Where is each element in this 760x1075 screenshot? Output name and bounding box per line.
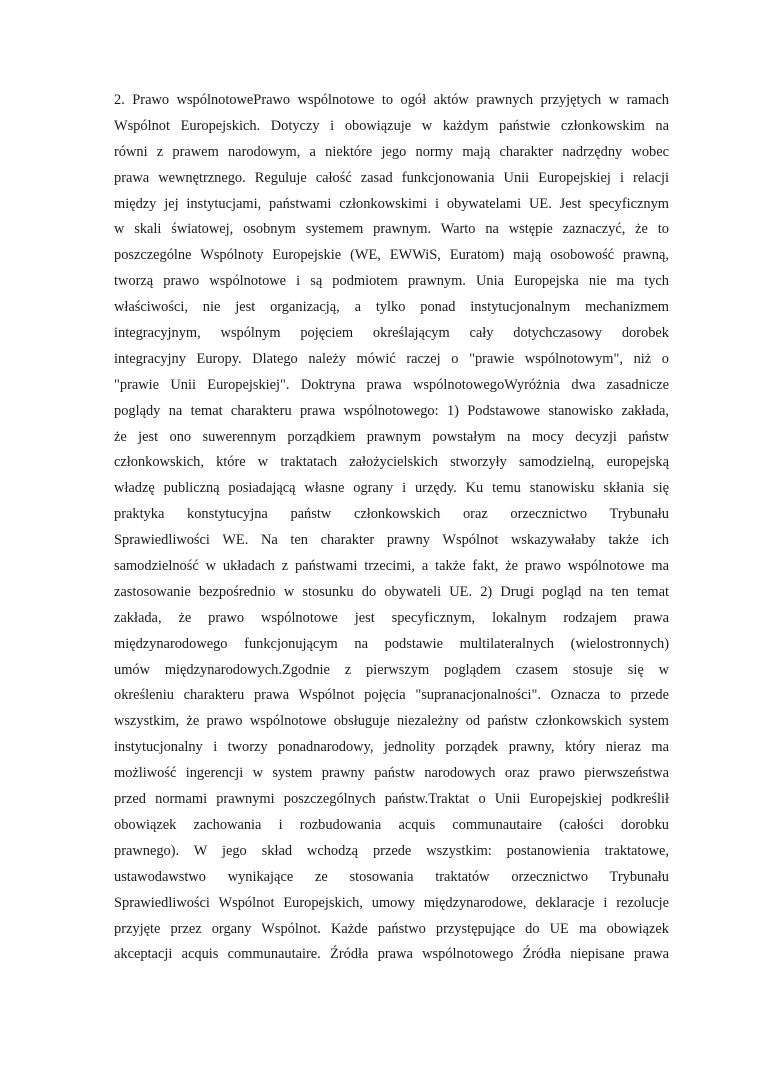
text-line: zakłada, że prawo wspólnotowe jest specyficznym, lokalnym rodzajem prawa <box>114 609 669 626</box>
text-line: przyjęte przez organy Wspólnot. Każde państwo przystępujące do UE ma obowiązek <box>114 920 669 937</box>
text-line: określeniu charakteru prawa Wspólnot pojęcia "supranacjonalności". Oznacza to przede <box>114 687 669 704</box>
text-line: równi z prawem narodowym, a niektóre jego normy mają charakter nadrzędny wobec <box>114 143 669 160</box>
text-line: przed normami prawnymi poszczególnych państw.Traktat o Unii Europejskiej podkreślił <box>114 791 669 808</box>
text-line: samodzielność w układach z państwami trzecimi, a także fakt, że prawo wspólnotowe ma <box>114 558 669 575</box>
body-text <box>114 88 669 968</box>
text-line: Sprawiedliwości WE. Na ten charakter prawny Wspólnot wskazywałaby także ich <box>114 532 669 549</box>
text-line: prawnego). W jego skład wchodzą przede wszystkim: postanowienia traktatowe, <box>114 842 669 859</box>
text-line: wszystkim, że prawo wspólnotowe obsługuje niezależny od państw członkowskich system <box>114 713 669 730</box>
text-line: akceptacji acquis communautaire. Źródła prawa wspólnotowego Źródła niepisane prawa <box>114 946 669 963</box>
text-line: "prawie Unii Europejskiej". Doktryna prawa wspólnotowegoWyróżnia dwa zasadnicze <box>114 376 669 393</box>
text-line: Sprawiedliwości Wspólnot Europejskich, umowy międzynarodowe, deklaracje i rezolucje <box>114 894 669 911</box>
text-line: w skali światowej, osobnym systemem prawnym. Warto na wstępie zaznaczyć, że to <box>114 221 669 238</box>
text-line: możliwość ingerencji w system prawny państw narodowych oraz prawo pierwszeństwa <box>114 765 669 782</box>
text-line: członkowskich, które w traktatach założycielskich stworzyły samodzielną, europejską <box>114 454 669 471</box>
text-line: praktyka konstytucyjna państw członkowskich oraz orzecznictwo Trybunału <box>114 506 669 523</box>
text-line: międzynarodowego funkcjonującym na podstawie multilateralnych (wielostronnych) <box>114 635 669 652</box>
text-line: między jej instytucjami, państwami członkowskimi i obywatelami UE. Jest specyficznym <box>114 195 669 212</box>
text-line: prawa wewnętrznego. Reguluje całość zasad funkcjonowania Unii Europejskiej i relacji <box>114 169 669 186</box>
text-line: poglądy na temat charakteru prawa wspólnotowego: 1) Podstawowe stanowisko zakłada, <box>114 402 669 419</box>
text-line: obowiązek zachowania i rozbudowania acquis communautaire (całości dorobku <box>114 816 669 833</box>
text-line: integracyjnym, wspólnym pojęciem określającym cały dotychczasowy dorobek <box>114 325 669 342</box>
text-line: Wspólnot Europejskich. Dotyczy i obowiązuje w każdym państwie członkowskim na <box>114 117 669 134</box>
text-line: że jest ono suwerennym porządkiem prawnym powstałym na mocy decyzji państw <box>114 428 669 445</box>
text-line: 2. Prawo wspólnotowePrawo wspólnotowe to ogół aktów prawnych przyjętych w ramach <box>114 92 669 108</box>
text-line: tworzą prawo wspólnotowe i są podmiotem prawnym. Unia Europejska nie ma tych <box>114 273 669 290</box>
text-line: ustawodawstwo wynikające ze stosowania traktatów orzecznictwo Trybunału <box>114 868 669 885</box>
text-line: właściwości, nie jest organizacją, a tylko ponad instytucjonalnym mechanizmem <box>114 299 669 316</box>
text-line: władzę publiczną posiadającą własne ograny i urzędy. Ku temu stanowisku skłania się <box>114 480 669 497</box>
text-line: poszczególne Wspólnoty Europejskie (WE, EWWiS, Euratom) mają osobowość prawną, <box>114 247 669 264</box>
text-line: umów międzynarodowych.Zgodnie z pierwszym poglądem czasem stosuje się w <box>114 661 669 678</box>
text-line: instytucjonalny i tworzy ponadnarodowy, jednolity porządek prawny, który nieraz ma <box>114 739 669 756</box>
text-line: zastosowanie bezpośrednio w stosunku do obywateli UE. 2) Drugi pogląd na ten temat <box>114 583 669 600</box>
text-line: integracyjny Europy. Dlatego należy mówić raczej o "prawie wspólnotowym", niż o <box>114 350 669 367</box>
